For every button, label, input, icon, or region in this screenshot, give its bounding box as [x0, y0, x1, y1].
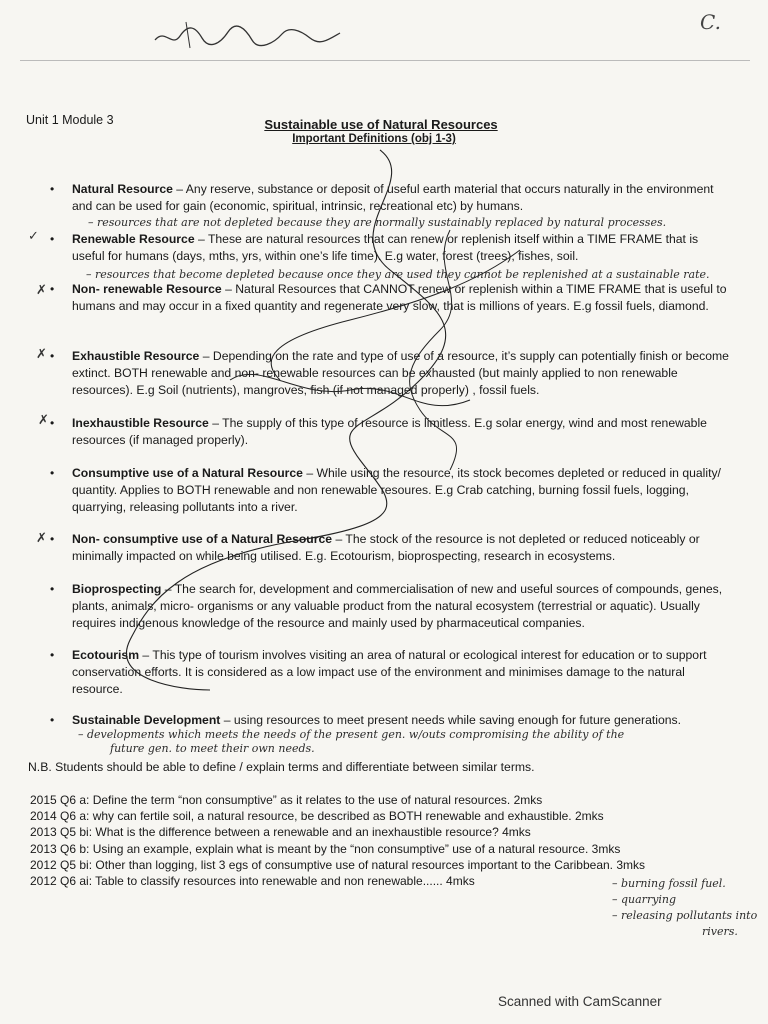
definition-term: Non- consumptive use of a Natural Resource — [72, 532, 333, 546]
handwritten-note-sustainable-2: future gen. to meet their own needs. — [110, 742, 315, 755]
definition-term: Exhaustible Resource — [72, 349, 200, 363]
bullet-icon: • — [50, 282, 55, 296]
definition-term: Consumptive use of a Natural Resource — [72, 466, 303, 480]
bullet-icon: • — [50, 582, 55, 596]
definition-text: – This type of tourism involves visiting an area of natural or ecological interest for education or to support conservation efforts. It is considered as a low impact use of the environment and minimises damage to the natural resource. — [72, 648, 707, 696]
margin-tick-mark: ✗ — [36, 282, 47, 297]
definition-term: Non- renewable Resource — [72, 282, 222, 296]
margin-tick-mark: ✗ — [36, 530, 47, 545]
document-title: Sustainable use of Natural Resources — [264, 117, 498, 132]
definition-text: – Natural Resources that CANNOT renew or replenish within a TIME FRAME that is useful to humans and may occur in a fixed quantity and regenerate very slow, that is millions of years. E.g fossil fuels, diamond. — [72, 282, 727, 313]
scanner-footer: Scanned with CamScanner — [498, 994, 662, 1009]
definition-text: – These are natural resources that can renew or replenish itself within a TIME FRAME that is useful for humans (days, mths, yrs, within one’s life time). E.g water, forest (trees), fishes, soil. — [72, 232, 699, 263]
margin-tick-mark: ✓ — [28, 228, 39, 243]
question-line: 2012 Q5 bi: Other than logging, list 3 egs of consumptive use of natural resources important to the Caribbean. 3mks — [30, 857, 646, 872]
question-line: 2013 Q5 bi: What is the difference between a renewable and an inexhaustible resource? 4mks — [30, 825, 531, 840]
nb-note: N.B. Students should be able to define / explain terms and differentiate between similar terms. — [28, 760, 535, 774]
definition-text: – The stock of the resource is not depleted or reduced noticeably or minimally impacted on while being utilised. E.g. Ecotourism, bioprospecting, research in ecosystems. — [72, 532, 700, 563]
definition-term: Inexhaustible Resource — [72, 416, 209, 430]
definition-text: – The supply of this type of resource is limitless. E.g solar energy, wind and most renewable resources (if managed properly). — [72, 416, 707, 447]
definition-text: – While using the resource, its stock becomes depleted or reduced in quality/ quantity. Applies to BOTH renewable and non renewable resoures. E.g Crab catching, burning fossil fuels, logging, quarrying, releasing pollutants into a river. — [72, 466, 721, 514]
definition-term: Bioprospecting — [72, 582, 162, 596]
definition-text: – Depending on the rate and type of use of a resource, it’s supply can potentially finish or become extinct. BOTH renewable and non- renewable resources can be exhausted (but mainly applied to non renewable resources). E.g Soil (nutrients), mangroves, fish (if not managed properly) , fossil fuels. — [72, 349, 729, 397]
unit-label: Unit 1 Module 3 — [26, 113, 114, 127]
bullet-icon: • — [50, 232, 55, 246]
bullet-icon: • — [50, 713, 55, 727]
handwritten-answer: rivers. — [702, 925, 738, 938]
handwritten-note-sustainable-1: – developments which meets the needs of the present gen. w/outs compromising the ability of the — [78, 728, 625, 741]
margin-tick-mark: ✗ — [38, 412, 49, 427]
corner-mark: C. — [700, 10, 721, 34]
question-line: 2014 Q6 a: why can fertile soil, a natural resource, be described as BOTH renewable and exhaustible. 2mks — [30, 809, 604, 824]
handwritten-answer: – burning fossil fuel. — [612, 877, 726, 890]
document-subtitle: Important Definitions (obj 1-3) — [292, 133, 456, 145]
question-line: 2013 Q6 b: Using an example, explain what is meant by the “non consumptive” use of a natural resource. 3mks — [30, 841, 621, 856]
handwritten-note-renewable: – resources that are not depleted because they are normally sustainably replaced by natural processes. — [88, 216, 667, 229]
signature-scribble — [150, 18, 350, 52]
margin-tick-mark: ✗ — [36, 346, 47, 361]
bullet-icon: • — [50, 182, 55, 196]
definition-text: – The search for, development and commercialisation of new and useful sources of compounds, genes, plants, animals, micro- organisms or any valuable product from the natural ecosystem (terrestrial or aquatic). Usually requires indigenous knowledge of the resource and mainly used by pharmaceutical companies. — [72, 582, 723, 630]
definition-text: – Any reserve, substance or deposit of useful earth material that occurs naturally in the environment and can be used for gain (economic, spiritual, intrinsic, recreational etc) by humans. — [72, 182, 714, 213]
handwritten-answer: – quarrying — [612, 893, 677, 906]
handwritten-answer-list — [612, 876, 757, 940]
bullet-icon: • — [50, 532, 55, 546]
bullet-icon: • — [50, 466, 55, 480]
bullet-icon: • — [50, 349, 55, 363]
handwritten-note-non-renewable: – resources that become depleted because once they are used they cannot be replenished at a sustainable rate. — [86, 268, 710, 281]
definition-term: Renewable Resource — [72, 232, 195, 246]
bullet-icon: • — [50, 416, 55, 430]
definition-term: Ecotourism — [72, 648, 140, 662]
title-block — [0, 117, 768, 145]
bullet-icon: • — [50, 648, 55, 662]
question-line: 2012 Q6 ai: Table to classify resources into renewable and non renewable...... 4mks — [30, 874, 475, 889]
top-divider — [20, 60, 750, 61]
definition-term: Sustainable Development — [72, 713, 221, 727]
past-questions-list — [30, 792, 645, 889]
question-line: 2015 Q6 a: Define the term “non consumptive” as it relates to the use of natural resources. 2mks — [30, 793, 543, 807]
handwritten-answer: – releasing pollutants into — [612, 909, 758, 922]
definition-term: Natural Resource — [72, 182, 173, 196]
definition-text: – using resources to meet present needs while saving enough for future generations. — [220, 713, 682, 727]
